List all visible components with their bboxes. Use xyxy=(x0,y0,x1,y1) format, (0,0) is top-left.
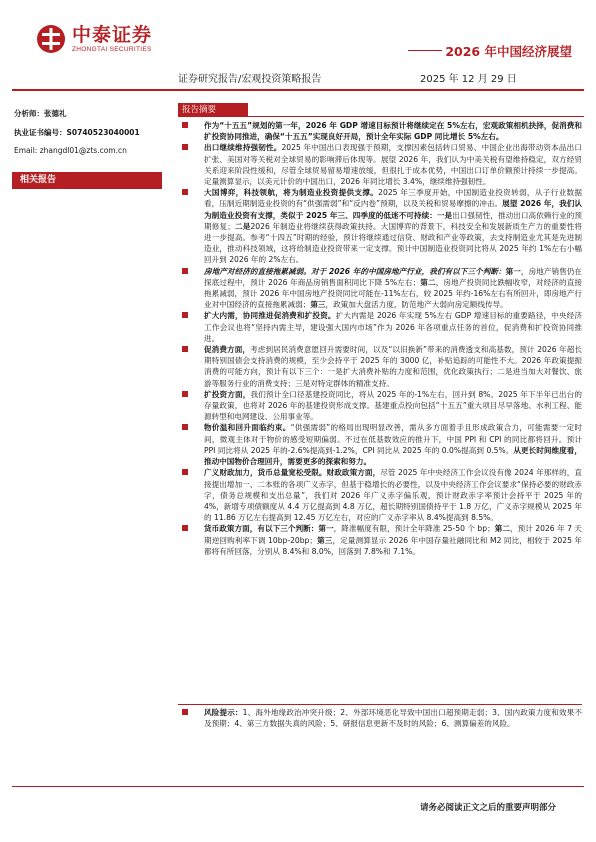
text-segment: 1、海外地缘政治冲突升级；2、外部环境恶化导致中国出口超预期走弱；3、国内政策力度和效果不及预期；4、第三方数据失真的风险；5、研报信息更新不及时的风险；6、测算偏差的风险。 xyxy=(204,708,582,729)
bullet-marker-icon xyxy=(182,312,188,318)
text-segment: 展望 2026 年，我们认为制造业投资有支撑，类似于 2025 年三、四季度的低迷不可持续：一是 xyxy=(204,199,582,220)
text-segment: ，政策加大盘活力度，防范地产大弱向房定额线传导。 xyxy=(325,300,508,310)
text-segment: 出口强韧性，推动出口高依赖行业的预期修复； xyxy=(204,210,583,231)
summary-paragraph xyxy=(178,310,582,344)
text-segment: 大国博弈，科技领航，将为制造业投资提供支撑。 xyxy=(204,188,379,198)
text-segment: ，房地产销售仍在探底过程中，预计 2026 年商品房销售面积同比下降 5%左右； xyxy=(204,266,583,287)
bullet-marker-icon xyxy=(182,391,188,397)
text-segment: 出口继续维持强韧性。 xyxy=(204,143,282,153)
bullet-marker-icon xyxy=(182,346,188,352)
summary-paragraph xyxy=(178,120,582,142)
text-segment: 考虑到居民消费意愿回升需要时间，以及“以旧换新”带来的消费透支和高基数，预计 2026 年超长期特别国债会支持消费的规模，至少会持平于 2025 年的 3000 亿，补贴追踪的可能性不大。2026 年政策提振消费的可能方向，预计有以下三个：一是扩大消费补贴的力度和范围，优化政策执行；二是进当加大对餐饮、旅游等服务行业的消费支持；三是对特定群体的精准支持。 xyxy=(204,345,582,388)
bullet-marker-icon xyxy=(182,525,188,531)
brand-name-cn: 中泰证券 xyxy=(72,24,153,46)
text-segment: 第三 xyxy=(316,535,333,545)
text-segment: ，预计 2026 年 7 天期逆回购利率下调 10bp-20bp； xyxy=(204,524,583,545)
text-segment: 作为“十五五”规划的第一年，2026 年 GDP 增速目标预计将继续定在 5%左右，宏观政策相机抉择，促消费和扩投资协同推进，确保“十五五”实现良好开局，预计全年实际 GDP 同比增长 5%左右。 xyxy=(204,121,582,142)
summary-divider xyxy=(178,116,584,117)
risk-divider xyxy=(178,704,582,705)
related-reports-header: 相关报告 xyxy=(12,172,162,189)
text-segment: ，降准幅度有限，预计全年降准 25-50 个 bp； xyxy=(333,524,495,534)
text-segment: 风险提示： xyxy=(204,708,243,717)
bullet-marker-icon xyxy=(182,189,188,195)
text-segment: 第一 xyxy=(505,266,521,276)
report-date: 2025 年 12 月 29 日 xyxy=(420,74,517,85)
text-segment: 第三 xyxy=(310,300,326,310)
text-segment: 第二 xyxy=(420,277,436,287)
bullet-marker-icon xyxy=(182,144,188,150)
summary-tab: 报告摘要 xyxy=(178,103,248,117)
brand-mark-icon xyxy=(36,24,66,54)
text-segment: 房地产对经济的直接拖累减弱。对于 2026 年的中国房地产行业，我们有以下三个判断： xyxy=(204,266,506,276)
text-segment: 扩大内需，协同推进促消费和扩投资。 xyxy=(204,311,336,321)
top-divider xyxy=(12,89,584,91)
text-segment: ，房地产投资同比跌幅收窄，对经济的直接拖累减弱，预计 2026 年中国房地产投资同比可能在-11%左右，较 2025 年约-16%左右有所回升，即房地产行业对中国经济的直接拖累减弱； xyxy=(204,277,582,310)
analyst-name: 分析师：张德礼 xyxy=(14,109,67,118)
text-segment: 促消费方面， xyxy=(204,345,251,355)
text-segment: 扩大内需是 2026 年实现 5%左右 GDP 增速目标的重要路径，中央经济工作会议也将“坚持内需主导，建设强大国内市场”作为 2026 年各项重点任务的首位，促消费和扩投资协同推进。 xyxy=(204,311,583,343)
report-type: 证券研究报告/宏观投资策略报告 xyxy=(178,74,322,85)
text-segment: 广义财政加力，货币总量宽松受限。财政政策方面， xyxy=(204,468,381,478)
text-segment: 2025 年三季度开始，中国制造业投资转弱，从子行业数据看，压制近期制造业投资的有“供强需弱”和“反内卷”预期，以及关税和贸易摩擦的冲击。 xyxy=(204,188,582,209)
footer-disclaimer: 请务必阅读正文之后的重要声明部分 xyxy=(419,803,556,813)
risk-paragraph xyxy=(178,707,582,729)
footer-divider xyxy=(12,786,584,787)
text-segment: 第二 xyxy=(494,524,510,534)
summary-paragraph xyxy=(178,422,582,467)
sidebar xyxy=(14,108,164,155)
brand-name-en: ZHONGTAI SECURITIES xyxy=(72,46,152,53)
text-segment: 我们预计全口径基建投资同比，将从 2025 年的-1%左右，回升到 8%。2025 年下半年已出台的存量政策，也将对 2026 年的基建投资形成支撑。基建重点投向包括“十五五”重大项目尽早落地、水利工程、能源转型和电网建设、公用事业等。 xyxy=(204,389,583,422)
text-segment: 2026 年制造业将继续获得政策扶持。大国博弈的背景下，科技安全和发展新质生产力的重要性将进一步提高。参考“十四五”时期的经验，预计将继续通过信贷、财政和产业等政策，去支持制造业尤其是先进制造业，推动科技领域，这将给制造业投资带来一定支撑。预计中国制造业投资同比将从 2025 年约 1%左右小幅回升到 2026 年的 2%左右。 xyxy=(204,221,582,265)
text-segment: 二是 xyxy=(234,221,251,231)
text-segment: ，定量测算显示 2026 年中国存量社融同比和 M2 同比，相较于 2025 年都将有所回落，分别从 8.4%和 8.0%，回落到 7.8%和 7.1%。 xyxy=(204,535,583,556)
summary-paragraph xyxy=(178,467,582,523)
summary-paragraph xyxy=(178,187,582,265)
summary-paragraph xyxy=(178,523,582,557)
analyst-cert: 执业证书编号：S0740523040001 xyxy=(14,128,140,137)
analyst-email[interactable]: Email: zhangdl01@zts.com.cn xyxy=(14,146,127,155)
brand-logo xyxy=(36,24,152,54)
text-segment: 尽管 2025 年中央经济工作会议没有像 2024 年那样的，直接提出增加一、二本账的各项广义赤字，但基于稳增长的必要性，以及中央经济工作会议要求“保持必要的财政赤字，债务总规模和支出总量”，我们对 2026 年广义赤字偏乐观，预计财政赤字率预计会持平于 2025 年的 4%，新增专项债额度从 4.4 万亿提高到 4.8 万亿，超长期特别国债持平于 1.8 万亿，广义赤字规模从 2025 年的 11.86 万亿左右提高到 12.45 万亿左右，对应的广义赤字率从 8.4%提高到 8.5%。 xyxy=(204,468,582,523)
bullet-marker-icon xyxy=(182,469,188,475)
bullet-marker-icon xyxy=(182,268,188,274)
text-segment: 扩投资方面， xyxy=(204,389,251,399)
summary-paragraph xyxy=(178,389,582,423)
text-segment: 2025 年中国出口表现强于预期，支撑因素包括转口贸易、中国企业出海带动资本品出口扩张、美国对等关税对全球贸易的影响滞后体现等。展望 2026 年，我们认为中美关税有望维持稳定，双方经贸关系迎来阶段性缓和，尽管全球贸易留易增速放缓，但很扎于成本优势，中国出口订单价额预计持续一步提高。定量测算显示，以美元计价的中国出口，2026 年同比增长 3.4%，继续维持强韧性。 xyxy=(204,143,582,187)
report-title: 2026 年中国经济展望 xyxy=(445,44,572,59)
summary-paragraph xyxy=(178,344,582,389)
summary-paragraph xyxy=(178,266,582,311)
text-segment: 从更长时间维度看，推动中国物价合理回升，需要更多的探索和努力。 xyxy=(204,445,582,467)
bullet-marker-icon xyxy=(182,709,188,715)
summary-content xyxy=(178,120,582,557)
risk-content xyxy=(178,707,582,729)
header-accent-rule xyxy=(408,50,442,51)
summary-paragraph xyxy=(178,142,582,187)
text-segment: 物价温和回升面临约束。 xyxy=(204,423,291,433)
bullet-marker-icon xyxy=(182,122,188,128)
bullet-marker-icon xyxy=(182,424,188,430)
text-segment: “供强需弱”的格局出现明显改善，需从多方面着手且形成政策合力，可能需要一定时间，微观主体对于物价的感受短期偏弱。不过在低基数效应的推升下，中国 PPI 和 CPI 的同比都将回升。预计 PPI 同比将从 2025 年的-2.6%提高到-1.2%，CPI 同比从 2025 年的 0.0%提高到 0.5%。 xyxy=(204,423,582,455)
text-segment: 货币政策方面，有以下三个判断：第一 xyxy=(204,524,334,534)
